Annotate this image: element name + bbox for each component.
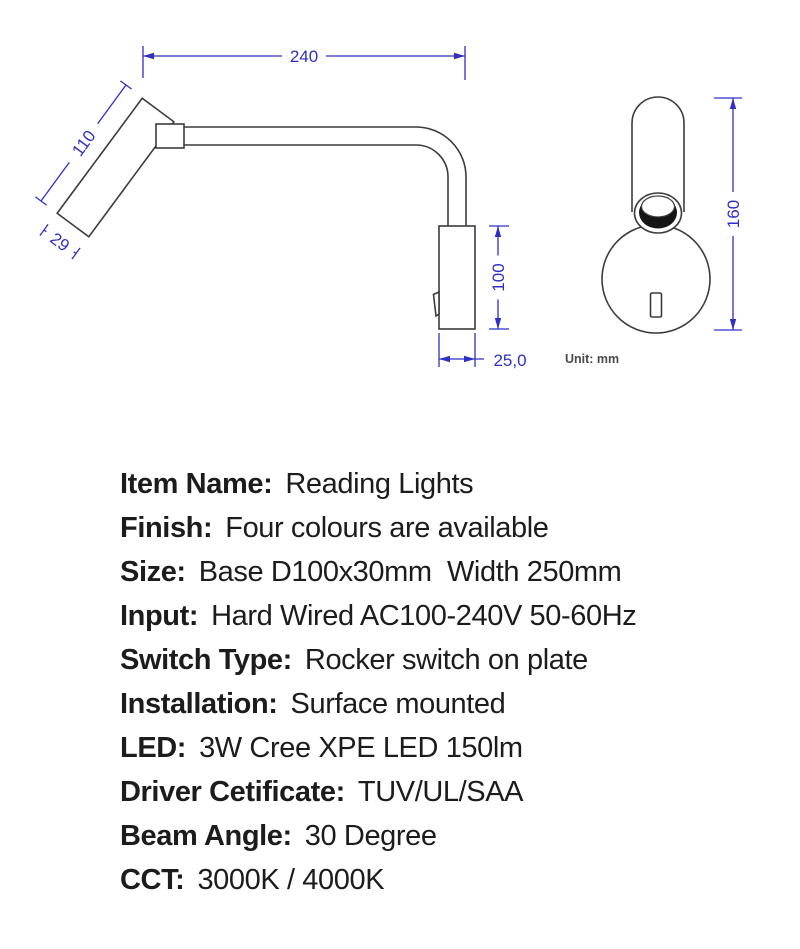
spec-label: Driver Cetificate: xyxy=(120,776,345,808)
side-view xyxy=(57,98,475,329)
spec-row xyxy=(120,550,740,594)
dim-label-100: 100 xyxy=(489,263,508,292)
dim-label-110: 110 xyxy=(68,126,100,160)
spec-row xyxy=(120,726,740,770)
arm-tube-outer xyxy=(184,127,466,226)
spec-value: TUV/UL/SAA xyxy=(357,776,524,808)
spec-value: Base D100x30mm Width 250mm xyxy=(198,556,622,588)
spec-value: 3000K / 4000K xyxy=(197,864,385,896)
spec-list xyxy=(120,462,740,902)
spec-row xyxy=(120,682,740,726)
spec-row xyxy=(120,858,740,902)
spec-row xyxy=(120,814,740,858)
wall-plate-side xyxy=(439,226,475,329)
spec-value: Reading Lights xyxy=(285,468,474,500)
dim-label-160: 160 xyxy=(724,199,743,229)
front-view xyxy=(602,97,710,333)
arm-connector xyxy=(156,124,184,148)
dimension-29 xyxy=(40,224,80,260)
dim-label-29: 29 xyxy=(46,228,73,256)
spec-value: Hard Wired AC100-240V 50-60Hz xyxy=(211,600,637,632)
spec-label: Beam Angle: xyxy=(120,820,292,852)
spec-value: 3W Cree XPE LED 150lm xyxy=(199,732,523,764)
spec-value: 30 Degree xyxy=(304,820,437,852)
spec-label: LED: xyxy=(120,732,187,764)
spec-row xyxy=(120,462,740,506)
lens-inner xyxy=(642,196,675,217)
reading-light-dimension-diagram xyxy=(0,0,800,430)
spec-row xyxy=(120,594,740,638)
spec-row xyxy=(120,506,740,550)
spec-row xyxy=(120,770,740,814)
dimension-240 xyxy=(143,46,465,80)
unit-note: Unit: mm xyxy=(565,352,620,366)
spec-label: Finish: xyxy=(120,512,213,544)
spec-value: Four colours are available xyxy=(225,512,549,544)
spec-label: CCT: xyxy=(120,864,185,896)
spec-label: Installation: xyxy=(120,688,278,720)
dimension-25 xyxy=(439,333,527,370)
rocker-switch-side xyxy=(434,292,440,316)
spec-label: Size: xyxy=(120,556,186,588)
arm-tube-inner xyxy=(184,145,448,226)
spec-label: Item Name: xyxy=(120,468,273,500)
lamp-head xyxy=(57,98,174,236)
spec-label: Switch Type: xyxy=(120,644,292,676)
spec-value: Rocker switch on plate xyxy=(304,644,588,676)
dimension-160 xyxy=(714,98,743,330)
dimension-100 xyxy=(488,226,509,329)
dim-label-25: 25,0 xyxy=(493,351,527,370)
spec-value: Surface mounted xyxy=(290,688,506,720)
dim-label-240: 240 xyxy=(289,47,319,66)
technical-drawing xyxy=(0,0,800,430)
spec-label: Input: xyxy=(120,600,199,632)
rocker-switch-front xyxy=(651,293,662,317)
spec-row xyxy=(120,638,740,682)
